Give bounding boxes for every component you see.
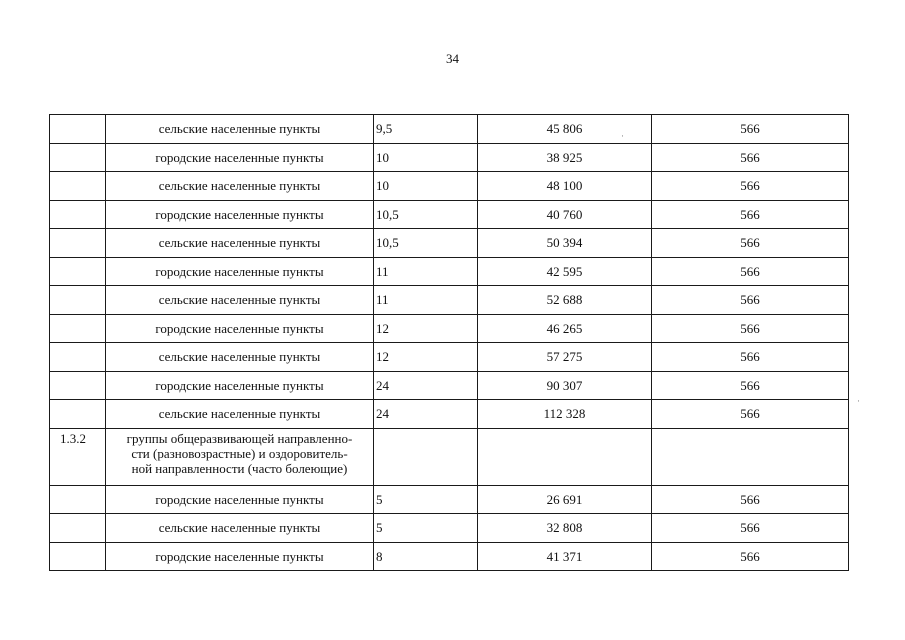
days-cell: 566 [652,200,849,229]
days-cell: 566 [652,172,849,201]
hours-cell: 8 [374,542,478,571]
days-cell: 566 [652,542,849,571]
locality-type-cell: сельские населенные пункты [106,286,374,315]
row-number-cell [50,514,106,543]
days-cell: 566 [652,115,849,144]
table-row [50,485,849,514]
row-number-cell [50,400,106,429]
locality-type-cell: сельские населенные пункты [106,514,374,543]
row-number-cell [50,314,106,343]
table-row [50,229,849,258]
hours-cell: 9,5 [374,115,478,144]
cost-cell: 112 328 [478,400,652,429]
hours-cell: 12 [374,314,478,343]
hours-cell: 12 [374,343,478,372]
cost-cell: 45 806 [478,115,652,144]
locality-type-cell: городские населенные пункты [106,200,374,229]
hours-cell: 10 [374,172,478,201]
row-number-cell [50,172,106,201]
table-row [50,286,849,315]
locality-type-cell: городские населенные пункты [106,542,374,571]
locality-type-cell: сельские населенные пункты [106,400,374,429]
days-cell: 566 [652,286,849,315]
days-cell: 566 [652,257,849,286]
table-row [50,200,849,229]
cost-cell: 52 688 [478,286,652,315]
cost-cell: 41 371 [478,542,652,571]
table-row [50,115,849,144]
locality-type-cell: сельские населенные пункты [106,229,374,258]
hours-cell: 11 [374,257,478,286]
table-row [50,400,849,429]
table-row [50,257,849,286]
section-title-line: ной направленности (часто болеющие) [131,460,348,476]
hours-cell [374,428,478,485]
row-number-cell [50,343,106,372]
cost-cell: 38 925 [478,143,652,172]
days-cell: 566 [652,229,849,258]
page-number: 34 [446,51,459,66]
hours-cell: 10,5 [374,229,478,258]
row-number-cell [50,485,106,514]
days-cell: 566 [652,143,849,172]
table-row [50,343,849,372]
hours-cell: 24 [374,371,478,400]
cost-cell [478,428,652,485]
row-number-cell [50,257,106,286]
locality-type-cell: городские населенные пункты [106,143,374,172]
section-number-cell: 1.3.2 [50,428,106,485]
days-cell: 566 [652,371,849,400]
table-row [50,172,849,201]
tariff-table [49,114,849,571]
days-cell: 566 [652,314,849,343]
cost-cell: 48 100 [478,172,652,201]
table-row [50,514,849,543]
days-cell: 566 [652,514,849,543]
locality-type-cell: сельские населенные пункты [106,172,374,201]
row-number-cell [50,115,106,144]
row-number-cell [50,286,106,315]
days-cell [652,428,849,485]
locality-type-cell: городские населенные пункты [106,257,374,286]
row-number-cell [50,371,106,400]
scan-speck: · [857,396,860,406]
row-number-cell [50,200,106,229]
hours-cell: 5 [374,514,478,543]
cost-cell: 40 760 [478,200,652,229]
hours-cell: 11 [374,286,478,315]
locality-type-cell: городские населенные пункты [106,485,374,514]
table-row [50,542,849,571]
locality-type-cell: сельские населенные пункты [106,115,374,144]
section-header-row [50,428,849,485]
cost-cell: 90 307 [478,371,652,400]
cost-cell: 57 275 [478,343,652,372]
cost-cell: 46 265 [478,314,652,343]
days-cell: 566 [652,485,849,514]
hours-cell: 5 [374,485,478,514]
cost-cell: 50 394 [478,229,652,258]
hours-cell: 24 [374,400,478,429]
hours-cell: 10,5 [374,200,478,229]
cost-cell: 32 808 [478,514,652,543]
row-number-cell [50,542,106,571]
cost-cell: 42 595 [478,257,652,286]
section-title-line: группы общеразвивающей направленно- [126,430,353,446]
table-row [50,143,849,172]
scan-speck: · [621,131,624,141]
table-row [50,314,849,343]
locality-type-cell: сельские населенные пункты [106,343,374,372]
hours-cell: 10 [374,143,478,172]
section-title-line: сти (разновозрастные) и оздоровитель- [131,445,348,461]
days-cell: 566 [652,343,849,372]
row-number-cell [50,229,106,258]
table-row [50,371,849,400]
days-cell: 566 [652,400,849,429]
cost-cell: 26 691 [478,485,652,514]
section-title-cell [106,428,374,485]
locality-type-cell: городские населенные пункты [106,371,374,400]
locality-type-cell: городские населенные пункты [106,314,374,343]
row-number-cell [50,143,106,172]
